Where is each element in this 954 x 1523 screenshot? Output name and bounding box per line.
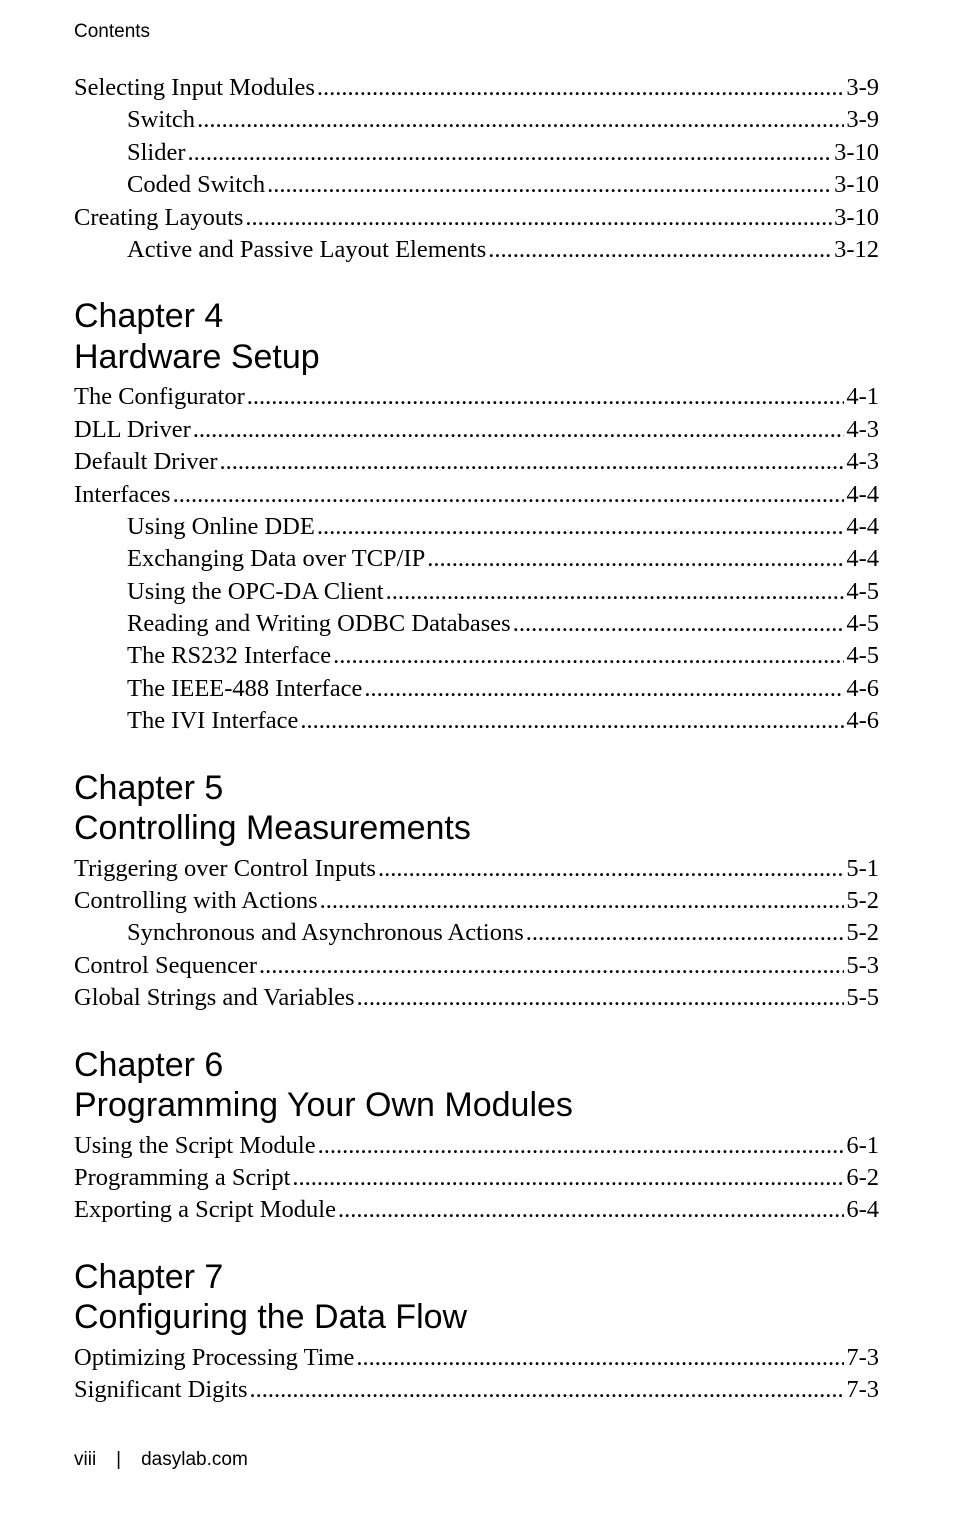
dot-leader — [245, 204, 832, 232]
toc-entry-title: Slider — [127, 138, 186, 166]
toc-entry-title: Coded Switch — [127, 171, 266, 199]
dot-leader — [364, 675, 844, 703]
page-number: viii — [74, 1449, 97, 1470]
toc-entry-page: 5-1 — [846, 854, 879, 882]
toc-entry[interactable] — [74, 171, 879, 203]
toc-entry-page: 4-5 — [846, 610, 879, 638]
toc-entry-page: 7-3 — [846, 1343, 879, 1371]
toc-entry[interactable] — [74, 1376, 879, 1408]
toc-entry[interactable] — [74, 675, 879, 707]
dot-leader — [356, 1344, 844, 1372]
toc-entry[interactable] — [74, 448, 879, 480]
dot-leader — [333, 642, 844, 670]
toc-entry-title: Control Sequencer — [74, 951, 258, 979]
dot-leader — [197, 106, 844, 134]
toc-entry-page: 3-10 — [834, 203, 879, 231]
toc-entry[interactable] — [74, 642, 879, 674]
intro-entries — [74, 74, 879, 268]
toc-entry-title: Controlling with Actions — [74, 887, 318, 915]
toc-entry[interactable] — [74, 204, 879, 236]
dot-leader — [173, 481, 845, 509]
toc-entry-title: Using Online DDE — [127, 512, 315, 540]
toc-entry-page: 4-3 — [846, 448, 879, 476]
toc-entry-page: 4-5 — [846, 642, 879, 670]
toc-entry-title: Using the Script Module — [74, 1131, 316, 1159]
toc-entry-title: Creating Layouts — [74, 203, 244, 231]
toc-entry-title: The Configurator — [74, 383, 245, 411]
toc-entry-page: 3-10 — [834, 138, 879, 166]
chapter-title: Configuring the Data Flow — [74, 1298, 468, 1337]
dot-leader — [357, 984, 845, 1012]
toc-entry-title: The IEEE-488 Interface — [127, 674, 363, 702]
toc-entry-title: Selecting Input Modules — [74, 74, 315, 101]
dot-leader — [427, 545, 844, 573]
toc-entry-page: 4-4 — [846, 480, 879, 508]
dot-leader — [193, 416, 845, 444]
chapter-section — [74, 1045, 879, 1229]
toc-entry[interactable] — [74, 984, 879, 1016]
chapter-number: Chapter 5 — [74, 768, 224, 807]
toc-entry-title: Default Driver — [74, 448, 218, 476]
toc-entry-page: 4-6 — [846, 674, 879, 702]
toc-entry-page: 4-1 — [846, 383, 879, 411]
toc-entry-page: 6-2 — [846, 1163, 879, 1191]
toc-entry[interactable] — [74, 236, 879, 268]
toc-entry-title: Significant Digits — [74, 1376, 248, 1404]
toc-entry-page: 5-2 — [846, 919, 879, 947]
chapter-list — [74, 296, 879, 1408]
dot-leader — [317, 74, 844, 102]
toc-entry-title: Using the OPC-DA Client — [127, 577, 384, 605]
chapter-section — [74, 768, 879, 1017]
running-header: Contents — [74, 21, 151, 42]
chapter-heading — [74, 1045, 879, 1126]
dot-leader — [259, 952, 844, 980]
toc-entry[interactable] — [74, 513, 879, 545]
toc-entry-title: Active and Passive Layout Elements — [127, 235, 487, 263]
toc-entry-title: Interfaces — [74, 480, 171, 508]
chapter-number: Chapter 7 — [74, 1257, 224, 1296]
toc-entry-page: 4-3 — [846, 415, 879, 443]
toc-entry[interactable] — [74, 855, 879, 887]
dot-leader — [526, 919, 845, 947]
chapter-number: Chapter 6 — [74, 1045, 224, 1084]
toc-entry-title: Synchronous and Asynchronous Actions — [127, 919, 524, 947]
toc-entry[interactable] — [74, 106, 879, 138]
dot-leader — [513, 610, 845, 638]
table-of-contents — [74, 74, 879, 1409]
toc-entry-page: 7-3 — [846, 1376, 879, 1404]
toc-entry[interactable] — [74, 1344, 879, 1376]
dot-leader — [300, 707, 844, 735]
toc-entry-page: 6-4 — [846, 1196, 879, 1224]
dot-leader — [338, 1196, 844, 1224]
toc-entry-page: 3-12 — [834, 235, 879, 263]
toc-entry[interactable] — [74, 578, 879, 610]
chapter-heading — [74, 768, 879, 849]
chapter-title: Programming Your Own Modules — [74, 1086, 573, 1125]
toc-entry[interactable] — [74, 1196, 879, 1228]
toc-entry-title: Triggering over Control Inputs — [74, 854, 376, 882]
dot-leader — [386, 578, 845, 606]
dot-leader — [320, 887, 845, 915]
toc-entry[interactable] — [74, 139, 879, 171]
toc-entry-title: Exchanging Data over TCP/IP — [127, 545, 426, 573]
dot-leader — [220, 448, 845, 476]
chapter-heading — [74, 296, 879, 377]
toc-entry-page: 4-4 — [846, 512, 879, 540]
toc-entry[interactable] — [74, 383, 879, 415]
dot-leader — [247, 383, 845, 411]
toc-entry-page: 5-2 — [846, 887, 879, 915]
toc-entry[interactable] — [74, 481, 879, 513]
dot-leader — [488, 236, 832, 264]
dot-leader — [250, 1376, 845, 1404]
dot-leader — [317, 513, 845, 541]
toc-entry-page: 4-4 — [846, 545, 879, 573]
dot-leader — [318, 1132, 845, 1160]
toc-entry-title: Reading and Writing ODBC Databases — [127, 610, 511, 638]
chapter-section — [74, 296, 879, 739]
toc-entry-page: 3-10 — [834, 171, 879, 199]
toc-entry[interactable] — [74, 1132, 879, 1164]
toc-entry[interactable] — [74, 887, 879, 919]
toc-entry-page: 4-5 — [846, 577, 879, 605]
toc-entry-title: Programming a Script — [74, 1163, 291, 1191]
chapter-section — [74, 1257, 879, 1409]
chapter-number: Chapter 4 — [74, 297, 224, 336]
dot-leader — [378, 855, 844, 883]
toc-entry-page: 5-5 — [846, 984, 879, 1012]
toc-entry-title: The RS232 Interface — [127, 642, 332, 670]
toc-entry-page: 5-3 — [846, 951, 879, 979]
dot-leader — [188, 139, 833, 167]
toc-entry[interactable] — [74, 919, 879, 951]
toc-entry-page: 6-1 — [846, 1131, 879, 1159]
toc-entry-title: Global Strings and Variables — [74, 984, 355, 1012]
footer-separator: | — [116, 1449, 122, 1470]
toc-entry[interactable] — [74, 610, 879, 642]
toc-entry-title: Exporting a Script Module — [74, 1196, 336, 1224]
toc-entry-page: 3-9 — [846, 106, 879, 134]
page-footer — [74, 1449, 248, 1471]
chapter-title: Hardware Setup — [74, 337, 320, 376]
toc-entry-title: DLL Driver — [74, 415, 191, 443]
toc-entry[interactable] — [74, 707, 879, 739]
chapter-heading — [74, 1257, 879, 1338]
toc-entry-title: The IVI Interface — [127, 707, 299, 735]
chapter-title: Controlling Measurements — [74, 809, 471, 848]
footer-site: dasylab.com — [141, 1449, 248, 1470]
toc-entry-page: 4-6 — [846, 707, 879, 735]
dot-leader — [267, 171, 832, 199]
dot-leader — [292, 1164, 844, 1192]
toc-entry-title: Optimizing Processing Time — [74, 1343, 355, 1371]
toc-entry[interactable] — [74, 952, 879, 984]
toc-entry-title: Switch — [127, 106, 196, 134]
toc-entry[interactable] — [74, 1164, 879, 1196]
toc-entry-page: 3-9 — [846, 74, 879, 101]
toc-entry[interactable] — [74, 74, 879, 106]
toc-entry[interactable] — [74, 416, 879, 448]
toc-entry[interactable] — [74, 545, 879, 577]
